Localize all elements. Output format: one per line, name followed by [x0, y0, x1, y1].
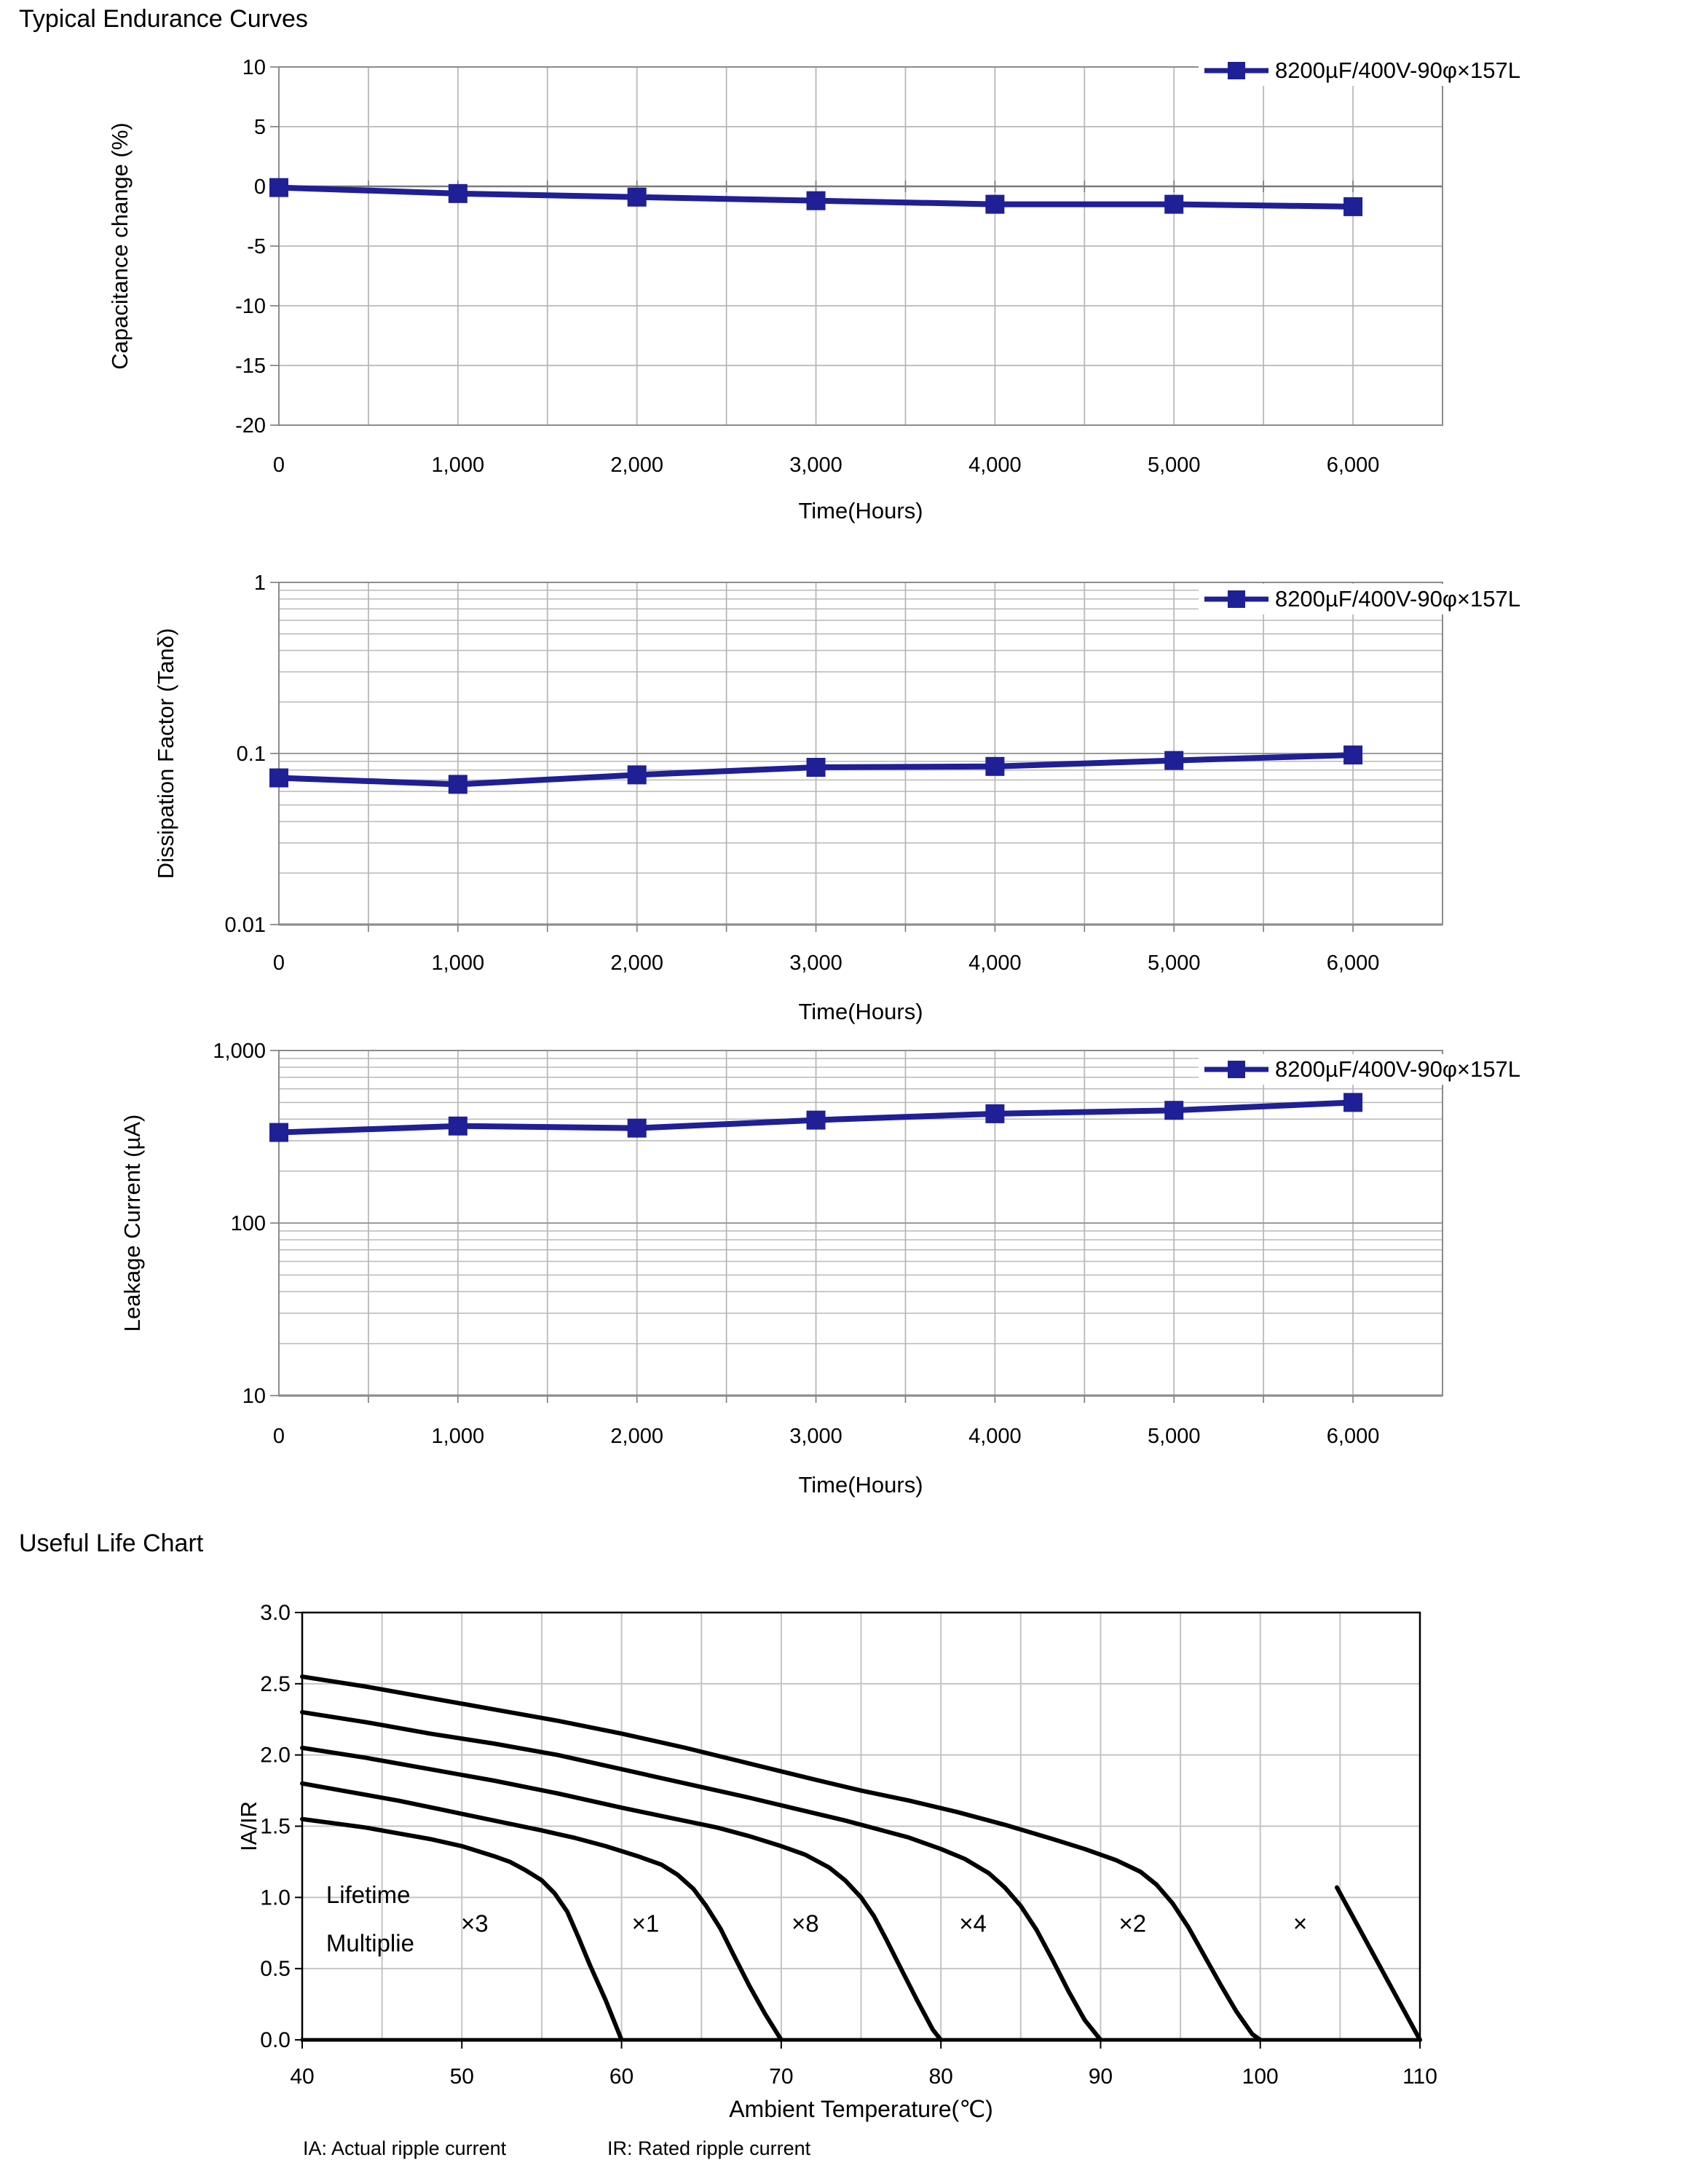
capacitance-x-tick-label: 3,000 [789, 454, 842, 477]
legend-label: 8200µF/400V-90φ×157L [1274, 58, 1520, 83]
life-annotation: × [1293, 1910, 1308, 1937]
life-section-title: Useful Life Chart [19, 1530, 204, 1557]
legend-leakage [1199, 1054, 1526, 1085]
legend-series-marker-icon [1204, 1059, 1268, 1080]
life-annotation: ×8 [791, 1910, 819, 1937]
leakage-y-tick-label: 10 [242, 1385, 266, 1408]
leakage-x-axis-title: Time(Hours) [798, 1472, 923, 1497]
legend-series-marker-icon [1204, 589, 1268, 609]
dissipation-chart [153, 571, 1443, 1024]
life-y-tick-label: 2.5 [260, 1671, 291, 1696]
capacitance-data-point [1343, 197, 1362, 216]
life-x-tick-label: 40 [290, 2065, 315, 2089]
footnote-rated-ripple-current: IR: Rated ripple current [607, 2137, 811, 2159]
life-annotation: ×3 [461, 1910, 489, 1937]
dissipation-x-tick-label: 5,000 [1147, 951, 1201, 975]
life-annotation: ×4 [959, 1910, 987, 1937]
leakage-x-tick-label: 3,000 [789, 1425, 842, 1448]
leakage-x-tick-label: 4,000 [968, 1425, 1022, 1448]
capacitance-x-tick-label: 2,000 [610, 454, 663, 477]
dissipation-y-tick-label: 0.1 [236, 743, 266, 766]
capacitance-y-tick-label: -5 [247, 235, 266, 258]
leakage-chart [119, 1040, 1443, 1497]
leakage-data-point [1164, 1101, 1183, 1120]
leakage-y-axis-title: Leakage Current (µA) [119, 1114, 145, 1332]
life-annotation: ×2 [1118, 1910, 1147, 1937]
leakage-y-tick-label: 1,000 [213, 1040, 266, 1063]
capacitance-chart [107, 56, 1443, 523]
leakage-x-tick-label: 0 [272, 1425, 285, 1448]
life-x-axis-title: Ambient Temperature(℃) [729, 2096, 993, 2122]
dissipation-x-tick-label: 1,000 [431, 951, 485, 975]
life-annotation: Multiplie [325, 1929, 414, 1957]
life-x-tick-label: 100 [1242, 2065, 1279, 2089]
legend-label: 8200µF/400V-90φ×157L [1274, 1056, 1520, 1082]
life-y-tick-label: 1.0 [260, 1886, 291, 1910]
life-y-tick-label: 3.0 [260, 1601, 291, 1625]
leakage-data-point [807, 1111, 826, 1130]
life-y-tick-label: 0.5 [260, 1957, 291, 1982]
dissipation-x-tick-label: 2,000 [610, 951, 663, 975]
capacitance-data-point [1164, 195, 1183, 214]
capacitance-x-tick-label: 5,000 [1147, 454, 1201, 477]
capacitance-y-tick-label: 0 [253, 175, 266, 199]
capacitance-x-tick-label: 4,000 [968, 454, 1022, 477]
leakage-y-tick-label: 100 [230, 1212, 266, 1235]
capacitance-y-tick-label: -20 [235, 414, 266, 438]
dissipation-y-tick-label: 1 [253, 571, 266, 595]
leakage-data-point [628, 1119, 647, 1138]
leakage-x-tick-label: 1,000 [431, 1425, 485, 1448]
life-x-tick-label: 50 [449, 2065, 474, 2089]
capacitance-data-point [269, 178, 288, 197]
dissipation-x-tick-label: 3,000 [789, 951, 842, 975]
leakage-data-point [269, 1123, 288, 1142]
dissipation-data-point [807, 758, 826, 777]
dissipation-y-tick-label: 0.01 [224, 914, 266, 937]
life-curve-6 [1337, 1888, 1420, 2040]
life-annotation: ×1 [631, 1910, 660, 1937]
capacitance-x-tick-label: 6,000 [1326, 454, 1380, 477]
capacitance-x-axis-title: Time(Hours) [798, 498, 923, 523]
life-annotation: Lifetime [325, 1881, 411, 1909]
capacitance-data-point [985, 195, 1004, 214]
capacitance-x-tick-label: 0 [272, 454, 285, 477]
capacitance-y-tick-label: -15 [235, 355, 266, 378]
capacitance-y-axis-title: Capacitance change (%) [107, 122, 133, 370]
legend-dissipation [1199, 584, 1526, 614]
leakage-data-point [985, 1104, 1004, 1123]
dissipation-data-point [628, 765, 647, 784]
capacitance-y-tick-label: 5 [253, 116, 266, 139]
dissipation-x-tick-label: 6,000 [1326, 951, 1380, 975]
capacitance-data-point [807, 191, 826, 210]
capacitance-x-tick-label: 1,000 [431, 454, 485, 477]
dissipation-data-point [1164, 751, 1183, 770]
dissipation-x-tick-label: 0 [272, 951, 285, 975]
capacitance-data-point [449, 184, 467, 203]
legend-series-marker-icon [1204, 60, 1268, 81]
life-x-tick-label: 110 [1402, 2065, 1437, 2089]
legend-label: 8200µF/400V-90φ×157L [1274, 586, 1520, 612]
dissipation-data-point [449, 775, 467, 794]
footnote-actual-ripple-current: IA: Actual ripple current [303, 2137, 507, 2159]
dissipation-data-point [269, 769, 288, 788]
leakage-x-tick-label: 6,000 [1326, 1425, 1380, 1448]
dissipation-x-tick-label: 4,000 [968, 951, 1022, 975]
legend-capacitance [1199, 55, 1526, 86]
life-y-tick-label: 0.0 [260, 2028, 291, 2052]
dissipation-x-axis-title: Time(Hours) [798, 999, 923, 1024]
dissipation-data-point [985, 757, 1004, 776]
leakage-data-point [449, 1117, 467, 1136]
leakage-x-tick-label: 5,000 [1147, 1425, 1201, 1448]
life-x-tick-label: 90 [1088, 2065, 1113, 2089]
capacitance-y-tick-label: 10 [242, 56, 266, 79]
leakage-x-tick-label: 2,000 [610, 1425, 663, 1448]
capacitance-data-point [628, 188, 647, 207]
dissipation-data-point [1343, 745, 1362, 764]
life-y-tick-label: 1.5 [260, 1814, 291, 1839]
useful-life-chart [236, 1601, 1437, 2122]
life-y-tick-label: 2.0 [260, 1743, 291, 1768]
life-x-tick-label: 60 [609, 2065, 634, 2089]
life-x-tick-label: 70 [769, 2065, 794, 2089]
leakage-data-point [1343, 1093, 1362, 1112]
life-y-axis-title: IA/IR [236, 1801, 261, 1851]
dissipation-y-axis-title: Dissipation Factor (Tanδ) [153, 628, 178, 879]
endurance-section-title: Typical Endurance Curves [19, 5, 308, 33]
capacitance-y-tick-label: -10 [235, 295, 266, 318]
life-x-tick-label: 80 [928, 2065, 953, 2089]
